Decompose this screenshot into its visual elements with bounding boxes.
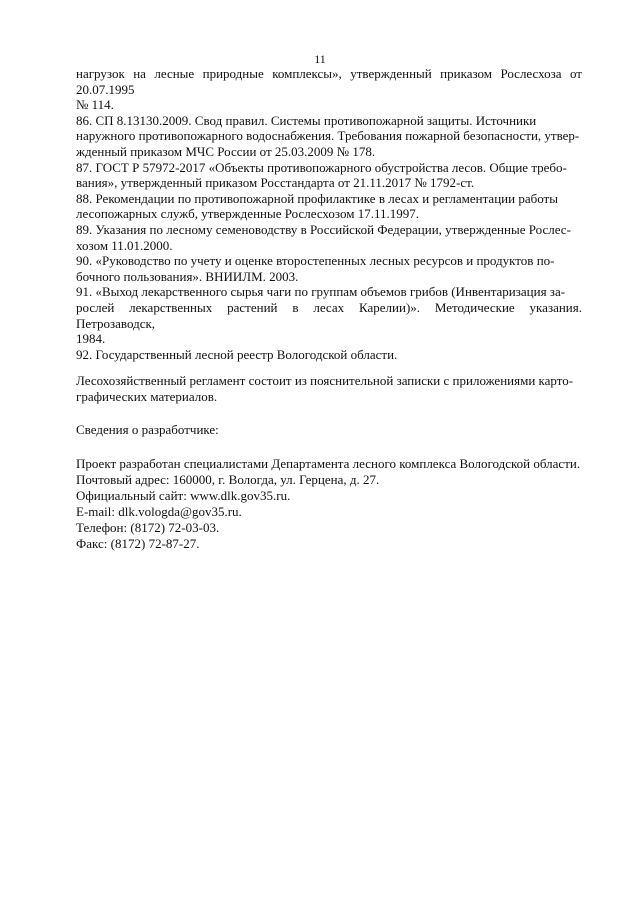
reference-item: 91. «Выход лекарственного сырья чаги по группам объемов грибов (Инвентаризация за- рослей лекарственных растений в лесах Карелии)». Методические указания. Петрозаводск, 1984.	[76, 284, 582, 347]
official-website: Официальный сайт: www.dlk.gov35.ru.	[76, 488, 291, 504]
page-content	[76, 66, 582, 552]
reference-item: 88. Рекомендации по противопожарной профилактике в лесах и регламентации работы лесопожарных служб, утвержденные Рослесхозом 17.11.1997.	[76, 190, 558, 222]
reference-item: 92. Государственный лесной реестр Вологодской области.	[76, 346, 398, 362]
page-number: 11	[314, 52, 326, 66]
developer-contacts	[76, 456, 582, 552]
reference-item: 90. «Руководство по учету и оценке второстепенных лесных ресурсов и продуктов по- бочного пользования». ВНИИЛМ. 2003.	[76, 253, 555, 284]
regulation-summary: Лесохозяйственный регламент состоит из пояснительной записки с приложениями карто- графических материалов.	[76, 373, 574, 404]
postal-address: Почтовый адрес: 160000, г. Вологда, ул. Герцена, д. 27.	[76, 472, 380, 488]
reference-item: нагрузок на лесные природные комплексы», утвержденный приказом Рослесхоза от 20.07.1995 № 114.	[76, 66, 582, 113]
reference-item: 87. ГОСТ Р 57972-2017 «Объекты противопожарного обустройства лесов. Общие требо- вания», утвержденный приказом Росстандарта от 21.11.2017 № 1792-ст.	[76, 159, 567, 191]
reference-item: 89. Указания по лесному семеноводству в Российской Федерации, утвержденные Рослес- хозом 11.01.2000.	[76, 221, 571, 253]
spacer	[76, 362, 582, 373]
phone-number: Телефон: (8172) 72-03-03.	[76, 520, 220, 536]
developer-name: Проект разработан специалистами Департамента лесного комплекса Вологодской области.	[76, 456, 581, 472]
spacer	[76, 404, 582, 422]
spacer	[76, 438, 582, 456]
fax-number: Факс: (8172) 72-87-27.	[76, 536, 200, 552]
developer-heading: Сведения о разработчике:	[76, 422, 219, 438]
reference-item: 86. СП 8.13130.2009. Свод правил. Системы противопожарной защиты. Источники наружного противопожарного водоснабжения. Требования пожарной безопасности, утвер- жденный приказом МЧС России от 25.03.2009 № 178.	[76, 112, 580, 159]
email-address: E-mail: dlk.vologda@gov35.ru.	[76, 504, 242, 520]
